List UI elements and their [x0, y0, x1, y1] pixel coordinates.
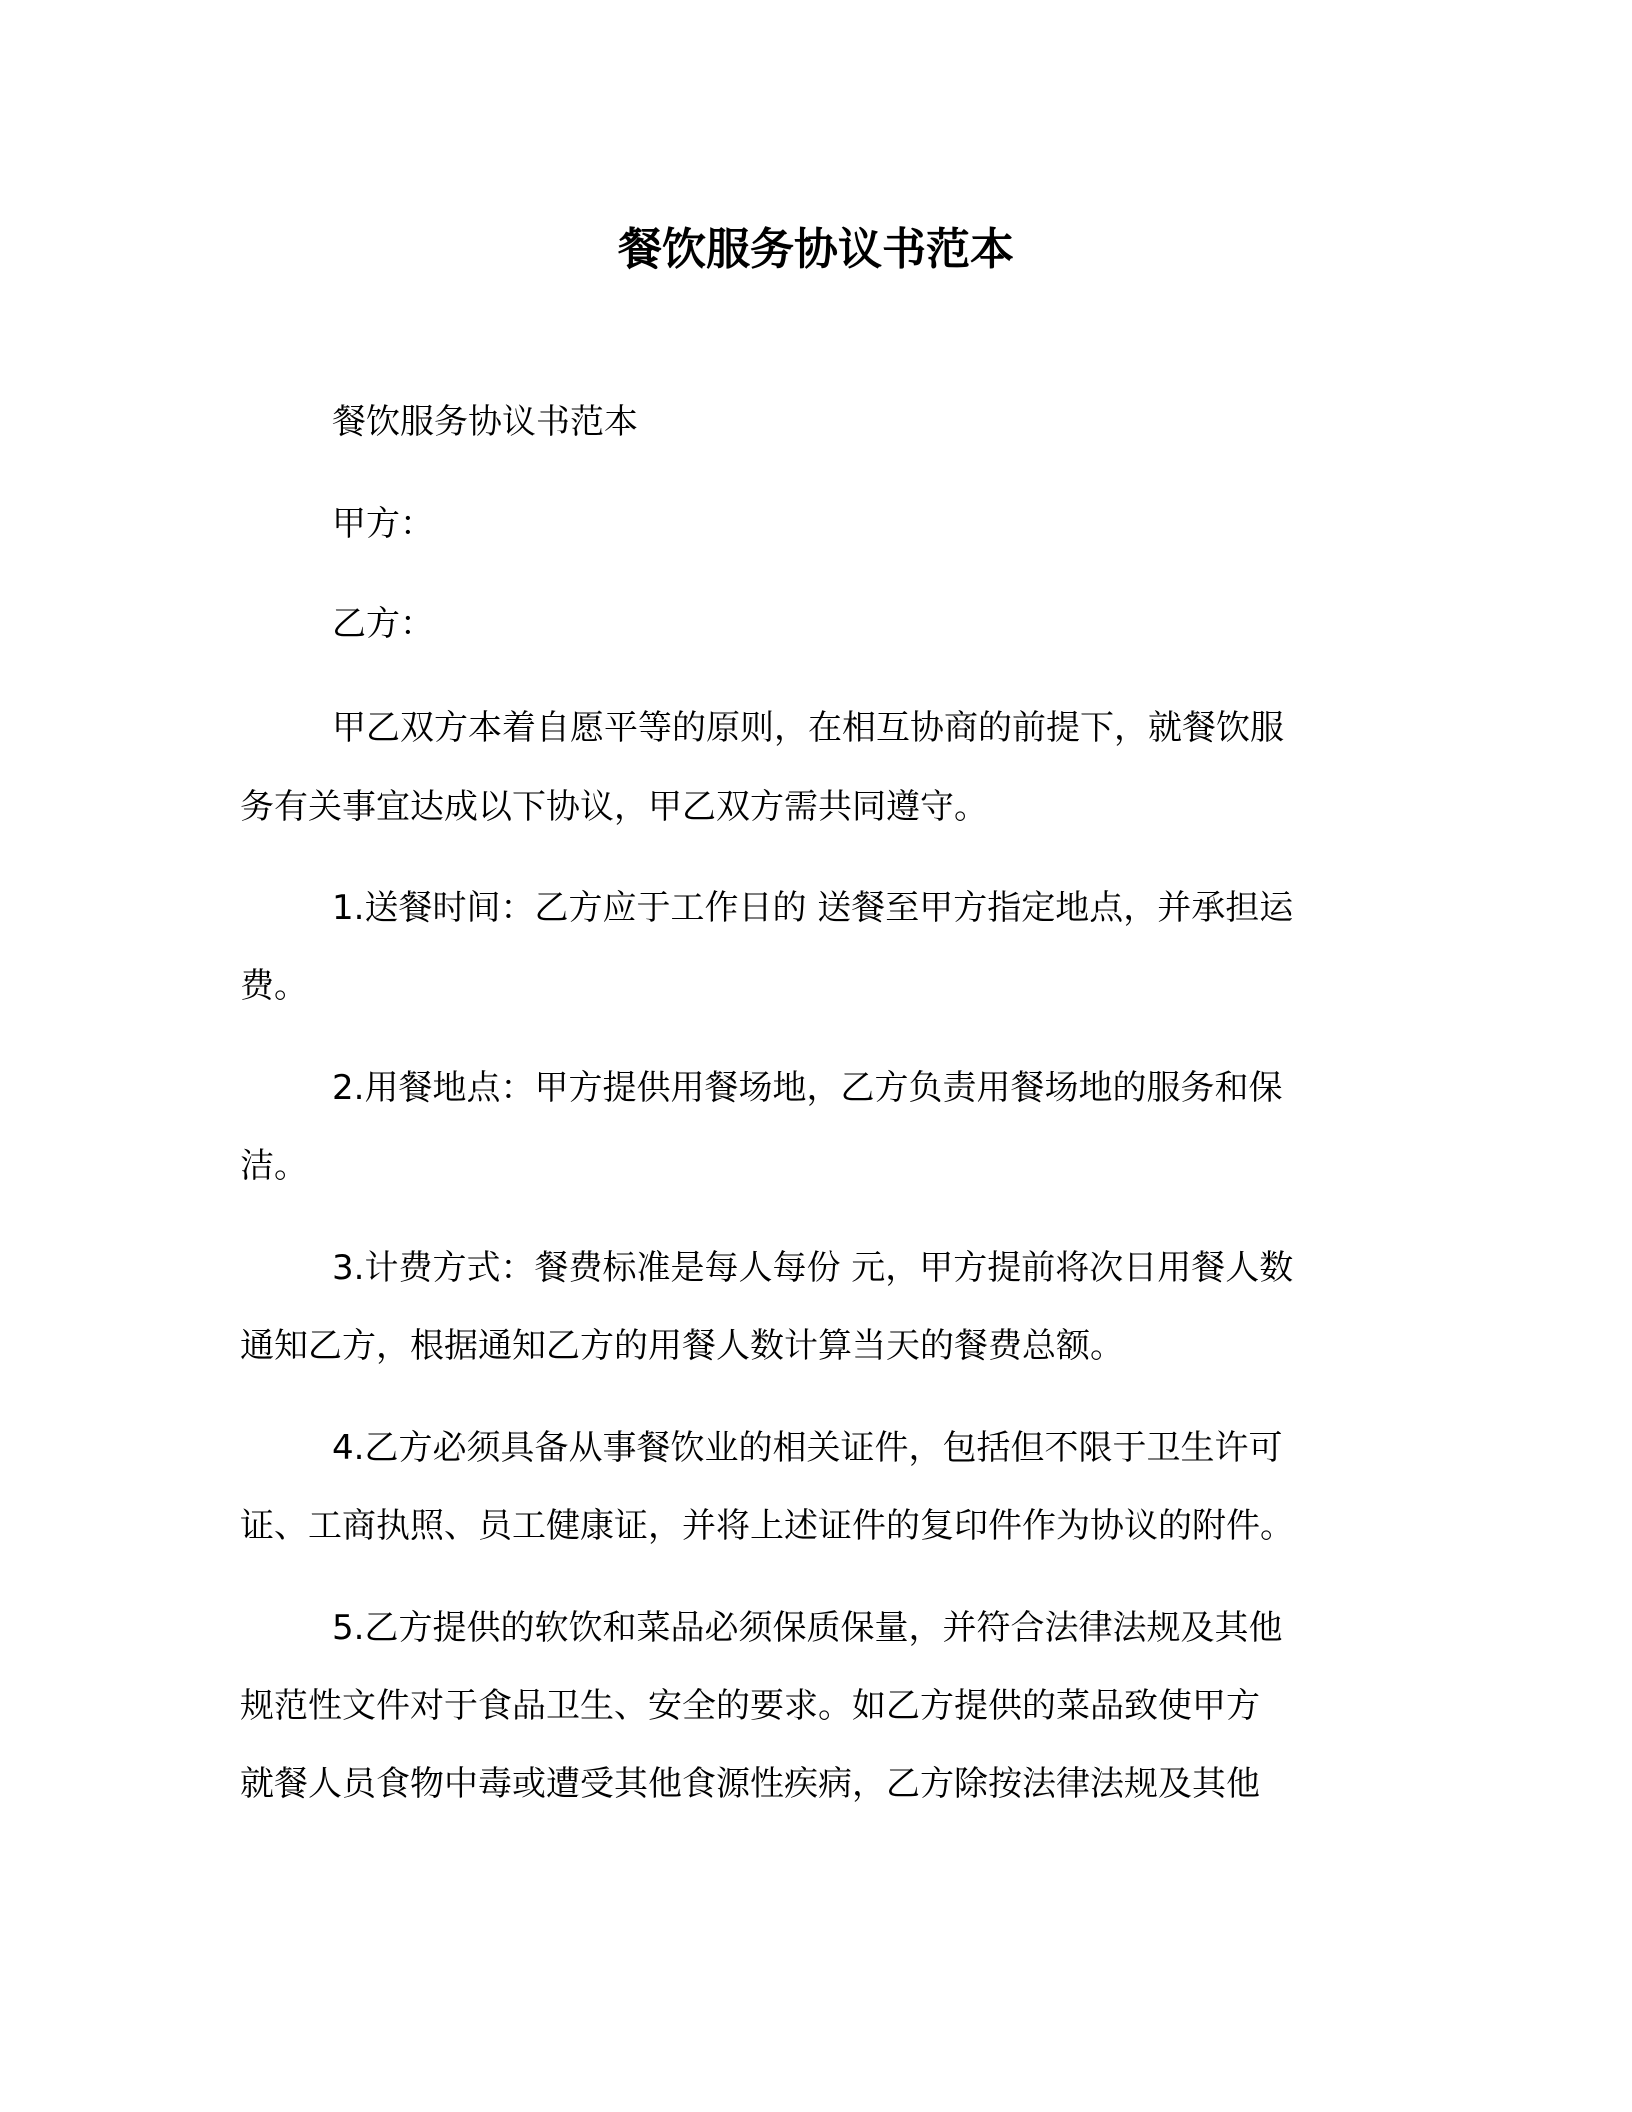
intro-line-2: 务有关事宜达成以下协议，甲乙双方需共同遵守。 [240, 787, 988, 827]
clause-1-line-1: 1.送餐时间：乙方应于工作日的 送餐至甲方指定地点，并承担运 [332, 888, 1294, 928]
clause-5-line-2: 规范性文件对于食品卫生、安全的要求。如乙方提供的菜品致使甲方 [240, 1686, 1260, 1726]
clause-1-line-2: 费。 [240, 966, 308, 1006]
party-a-label: 甲方： [332, 504, 434, 544]
document-title: 餐饮服务协议书范本 [618, 224, 1014, 275]
clause-5-line-3: 就餐人员食物中毒或遭受其他食源性疾病，乙方除按法律法规及其他 [240, 1764, 1260, 1804]
intro-line-1: 甲乙双方本着自愿平等的原则，在相互协商的前提下，就餐饮服 [332, 708, 1284, 748]
clause-5-line-1: 5.乙方提供的软饮和菜品必须保质保量，并符合法律法规及其他 [332, 1608, 1283, 1648]
clause-3-line-2: 通知乙方，根据通知乙方的用餐人数计算当天的餐费总额。 [240, 1326, 1124, 1366]
document-subtitle: 餐饮服务协议书范本 [332, 402, 638, 442]
clause-3-line-1: 3.计费方式：餐费标准是每人每份 元，甲方提前将次日用餐人数 [332, 1248, 1294, 1288]
party-b-label: 乙方： [332, 604, 434, 644]
clause-2-line-2: 洁。 [240, 1146, 308, 1186]
clause-4-line-2: 证、工商执照、员工健康证，并将上述证件的复印件作为协议的附件。 [240, 1506, 1294, 1546]
clause-2-line-1: 2.用餐地点：甲方提供用餐场地，乙方负责用餐场地的服务和保 [332, 1068, 1283, 1108]
clause-4-line-1: 4.乙方必须具备从事餐饮业的相关证件，包括但不限于卫生许可 [332, 1428, 1283, 1468]
